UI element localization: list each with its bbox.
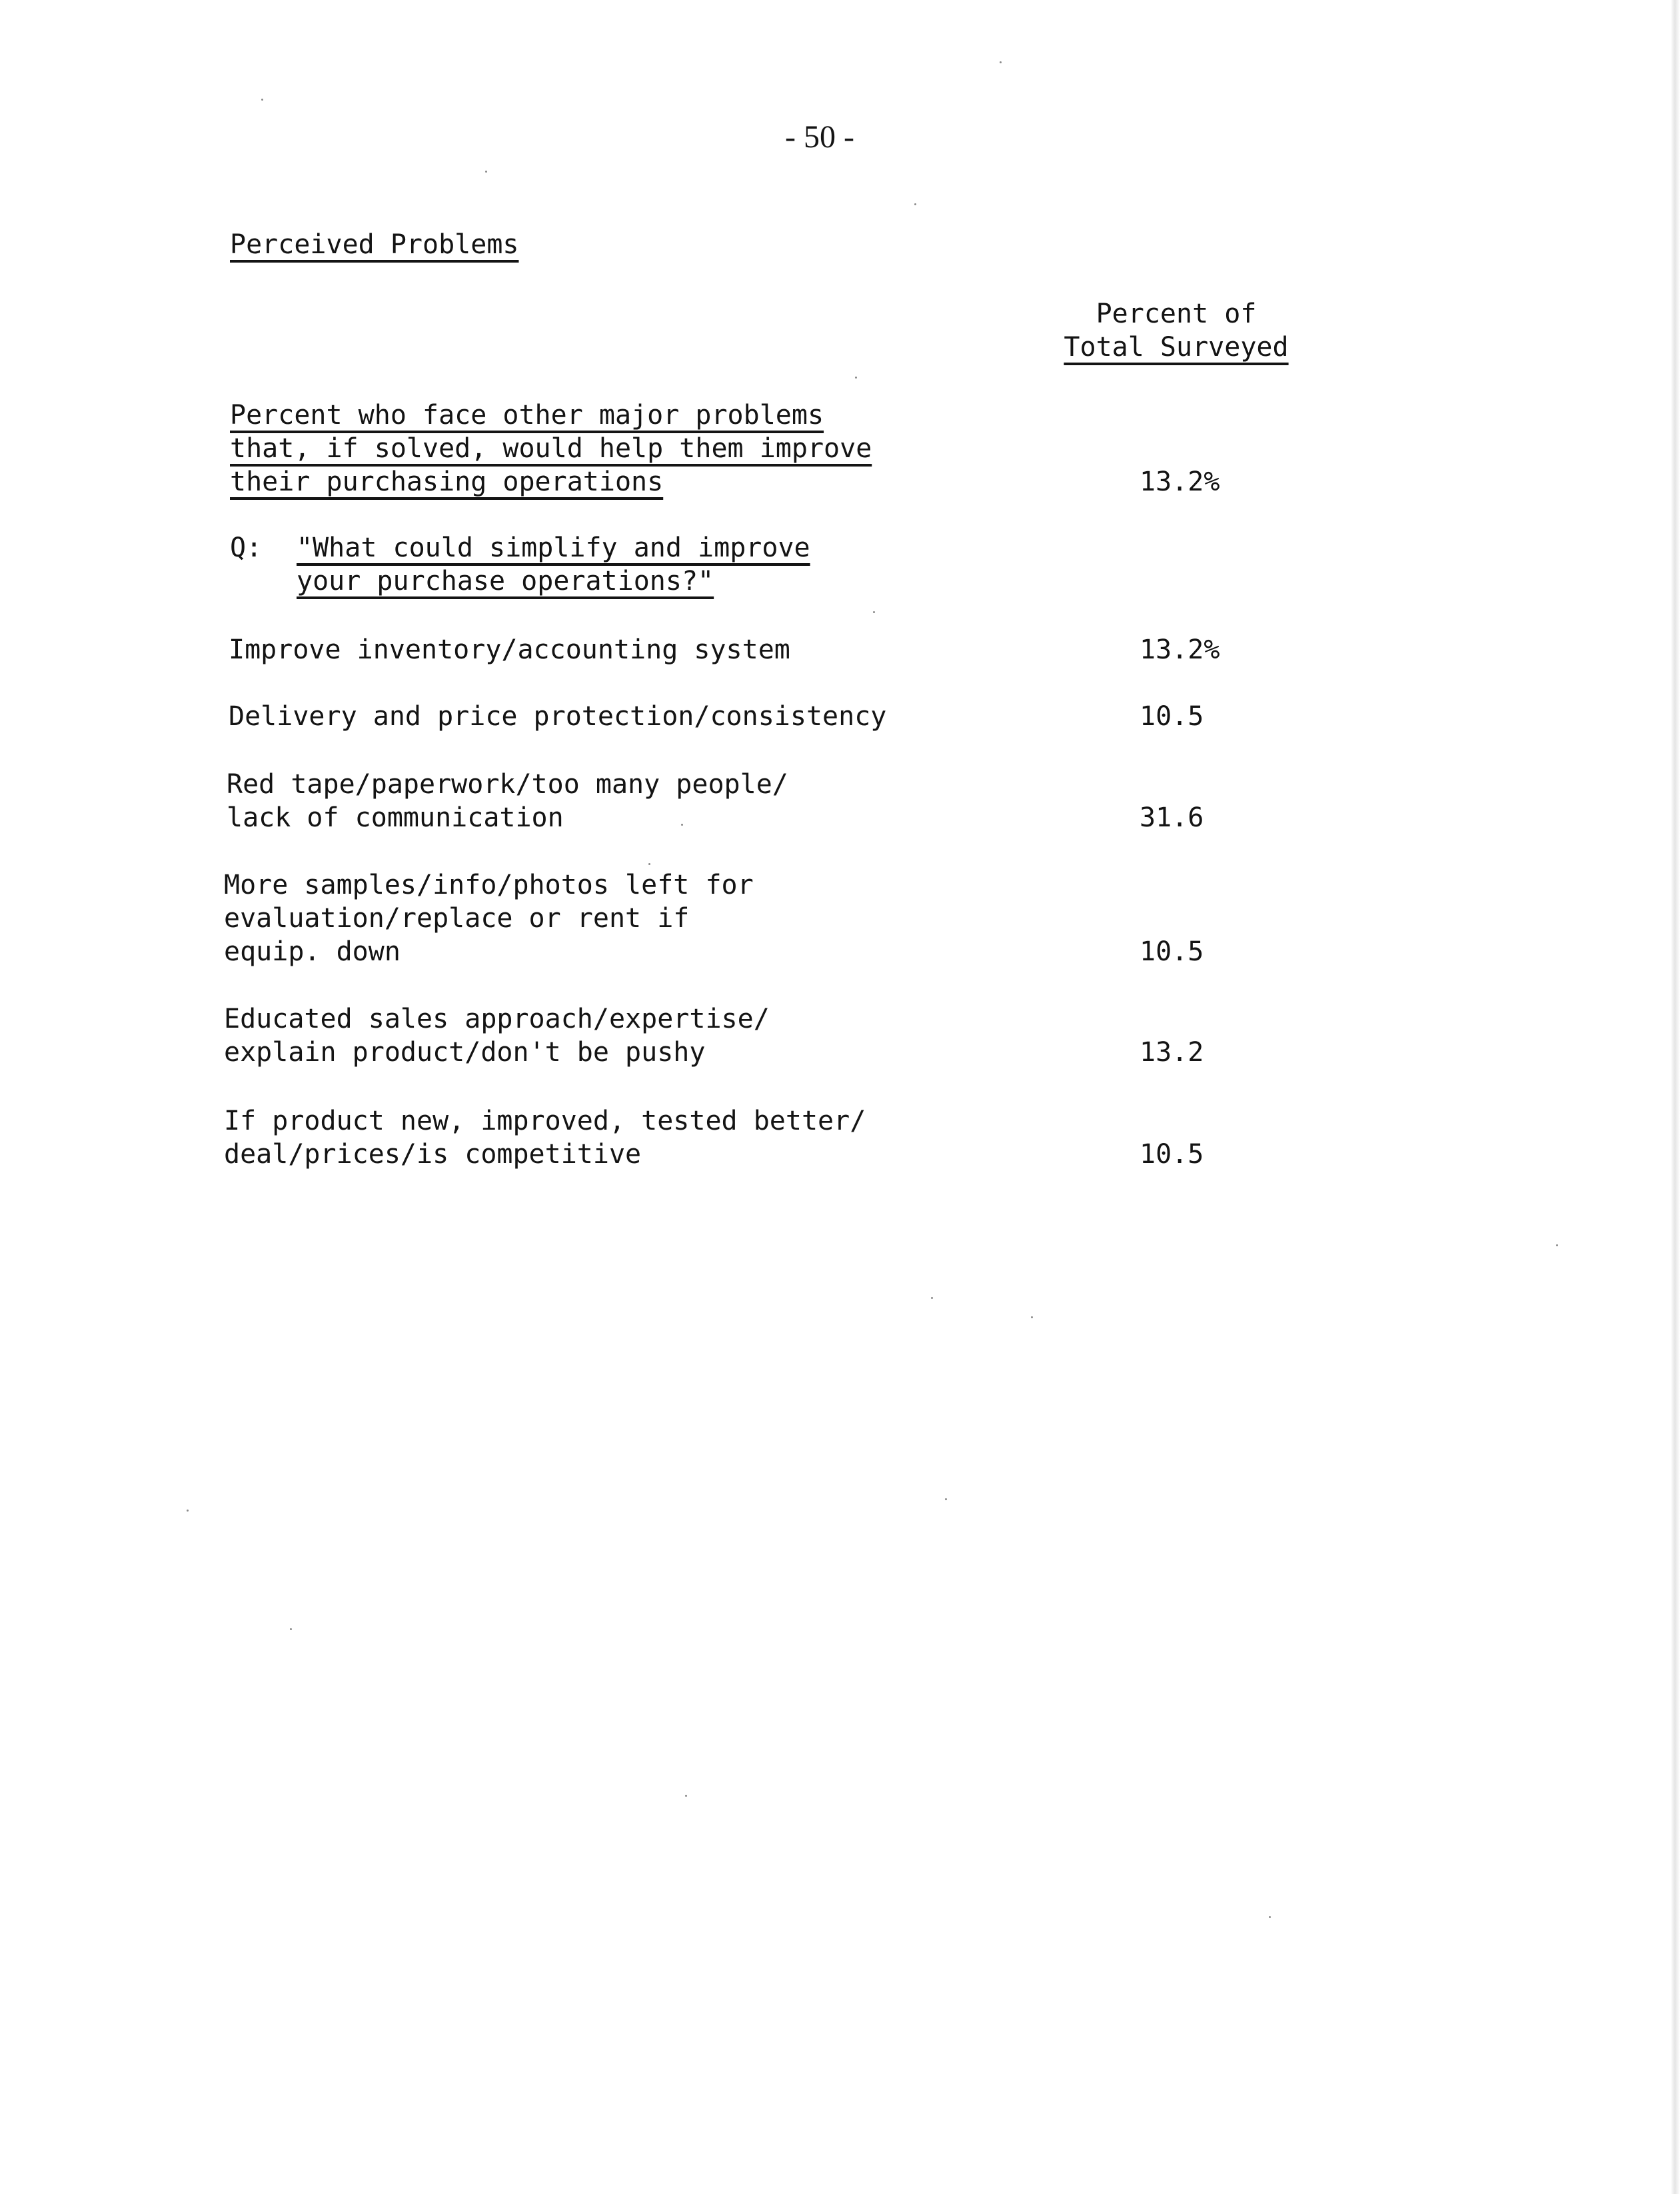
scan-speck: [290, 1628, 292, 1630]
response-label-line: Red tape/paperwork/too many people/: [227, 769, 788, 800]
response-label-line: If product new, improved, tested better/: [224, 1106, 866, 1136]
question-text-line-2: your purchase operations?": [297, 566, 714, 596]
summary-text-line-1: Percent who face other major problems: [230, 400, 824, 431]
section-title: Perceived Problems: [230, 229, 519, 260]
response-label-line: equip. down: [224, 936, 401, 967]
scan-speck: [648, 863, 650, 865]
scan-speck: [1269, 1916, 1271, 1918]
scan-speck: [945, 1498, 947, 1500]
response-label-line: Delivery and price protection/consistency: [229, 701, 887, 732]
scan-speck: [1031, 1316, 1033, 1318]
column-header-line-2: Total Surveyed: [1064, 332, 1289, 363]
response-value: 31.6: [1140, 802, 1204, 833]
summary-text-line-3: their purchasing operations: [230, 467, 664, 497]
scan-speck: [914, 203, 916, 205]
response-label-line: evaluation/replace or rent if: [224, 903, 690, 934]
column-header-line-1: Percent of: [1096, 299, 1257, 329]
response-label-line: deal/prices/is competitive: [224, 1139, 642, 1170]
response-label-line: Improve inventory/accounting system: [229, 634, 790, 665]
response-value: 10.5: [1140, 1139, 1204, 1170]
column-header: [1053, 297, 1299, 364]
response-label-line: explain product/don't be pushy: [224, 1037, 706, 1068]
scanned-page-edge: [1671, 0, 1680, 2194]
response-value: 13.2%: [1140, 634, 1220, 665]
scan-speck: [855, 377, 857, 379]
scan-speck: [685, 1795, 687, 1797]
scan-speck: [187, 1510, 189, 1512]
scan-speck: [931, 1297, 933, 1299]
scan-speck: [681, 824, 683, 826]
scan-speck: [1000, 61, 1002, 63]
response-label-line: More samples/info/photos left for: [224, 870, 754, 900]
summary-text-line-2: that, if solved, would help them improve: [230, 433, 872, 464]
summary-value: 13.2%: [1140, 467, 1220, 497]
scan-speck: [1556, 1244, 1558, 1246]
scan-speck: [261, 99, 263, 101]
question-text-line-1: "What could simplify and improve: [297, 533, 810, 563]
page-number: - 50 -: [785, 119, 854, 155]
response-value: 10.5: [1140, 936, 1204, 967]
response-value: 13.2: [1140, 1037, 1204, 1068]
scan-speck: [873, 611, 875, 613]
scan-speck: [485, 171, 487, 173]
response-label-line: lack of communication: [227, 802, 564, 833]
response-value: 10.5: [1140, 701, 1204, 732]
question-prefix: Q:: [230, 533, 263, 563]
response-label-line: Educated sales approach/expertise/: [224, 1004, 770, 1034]
